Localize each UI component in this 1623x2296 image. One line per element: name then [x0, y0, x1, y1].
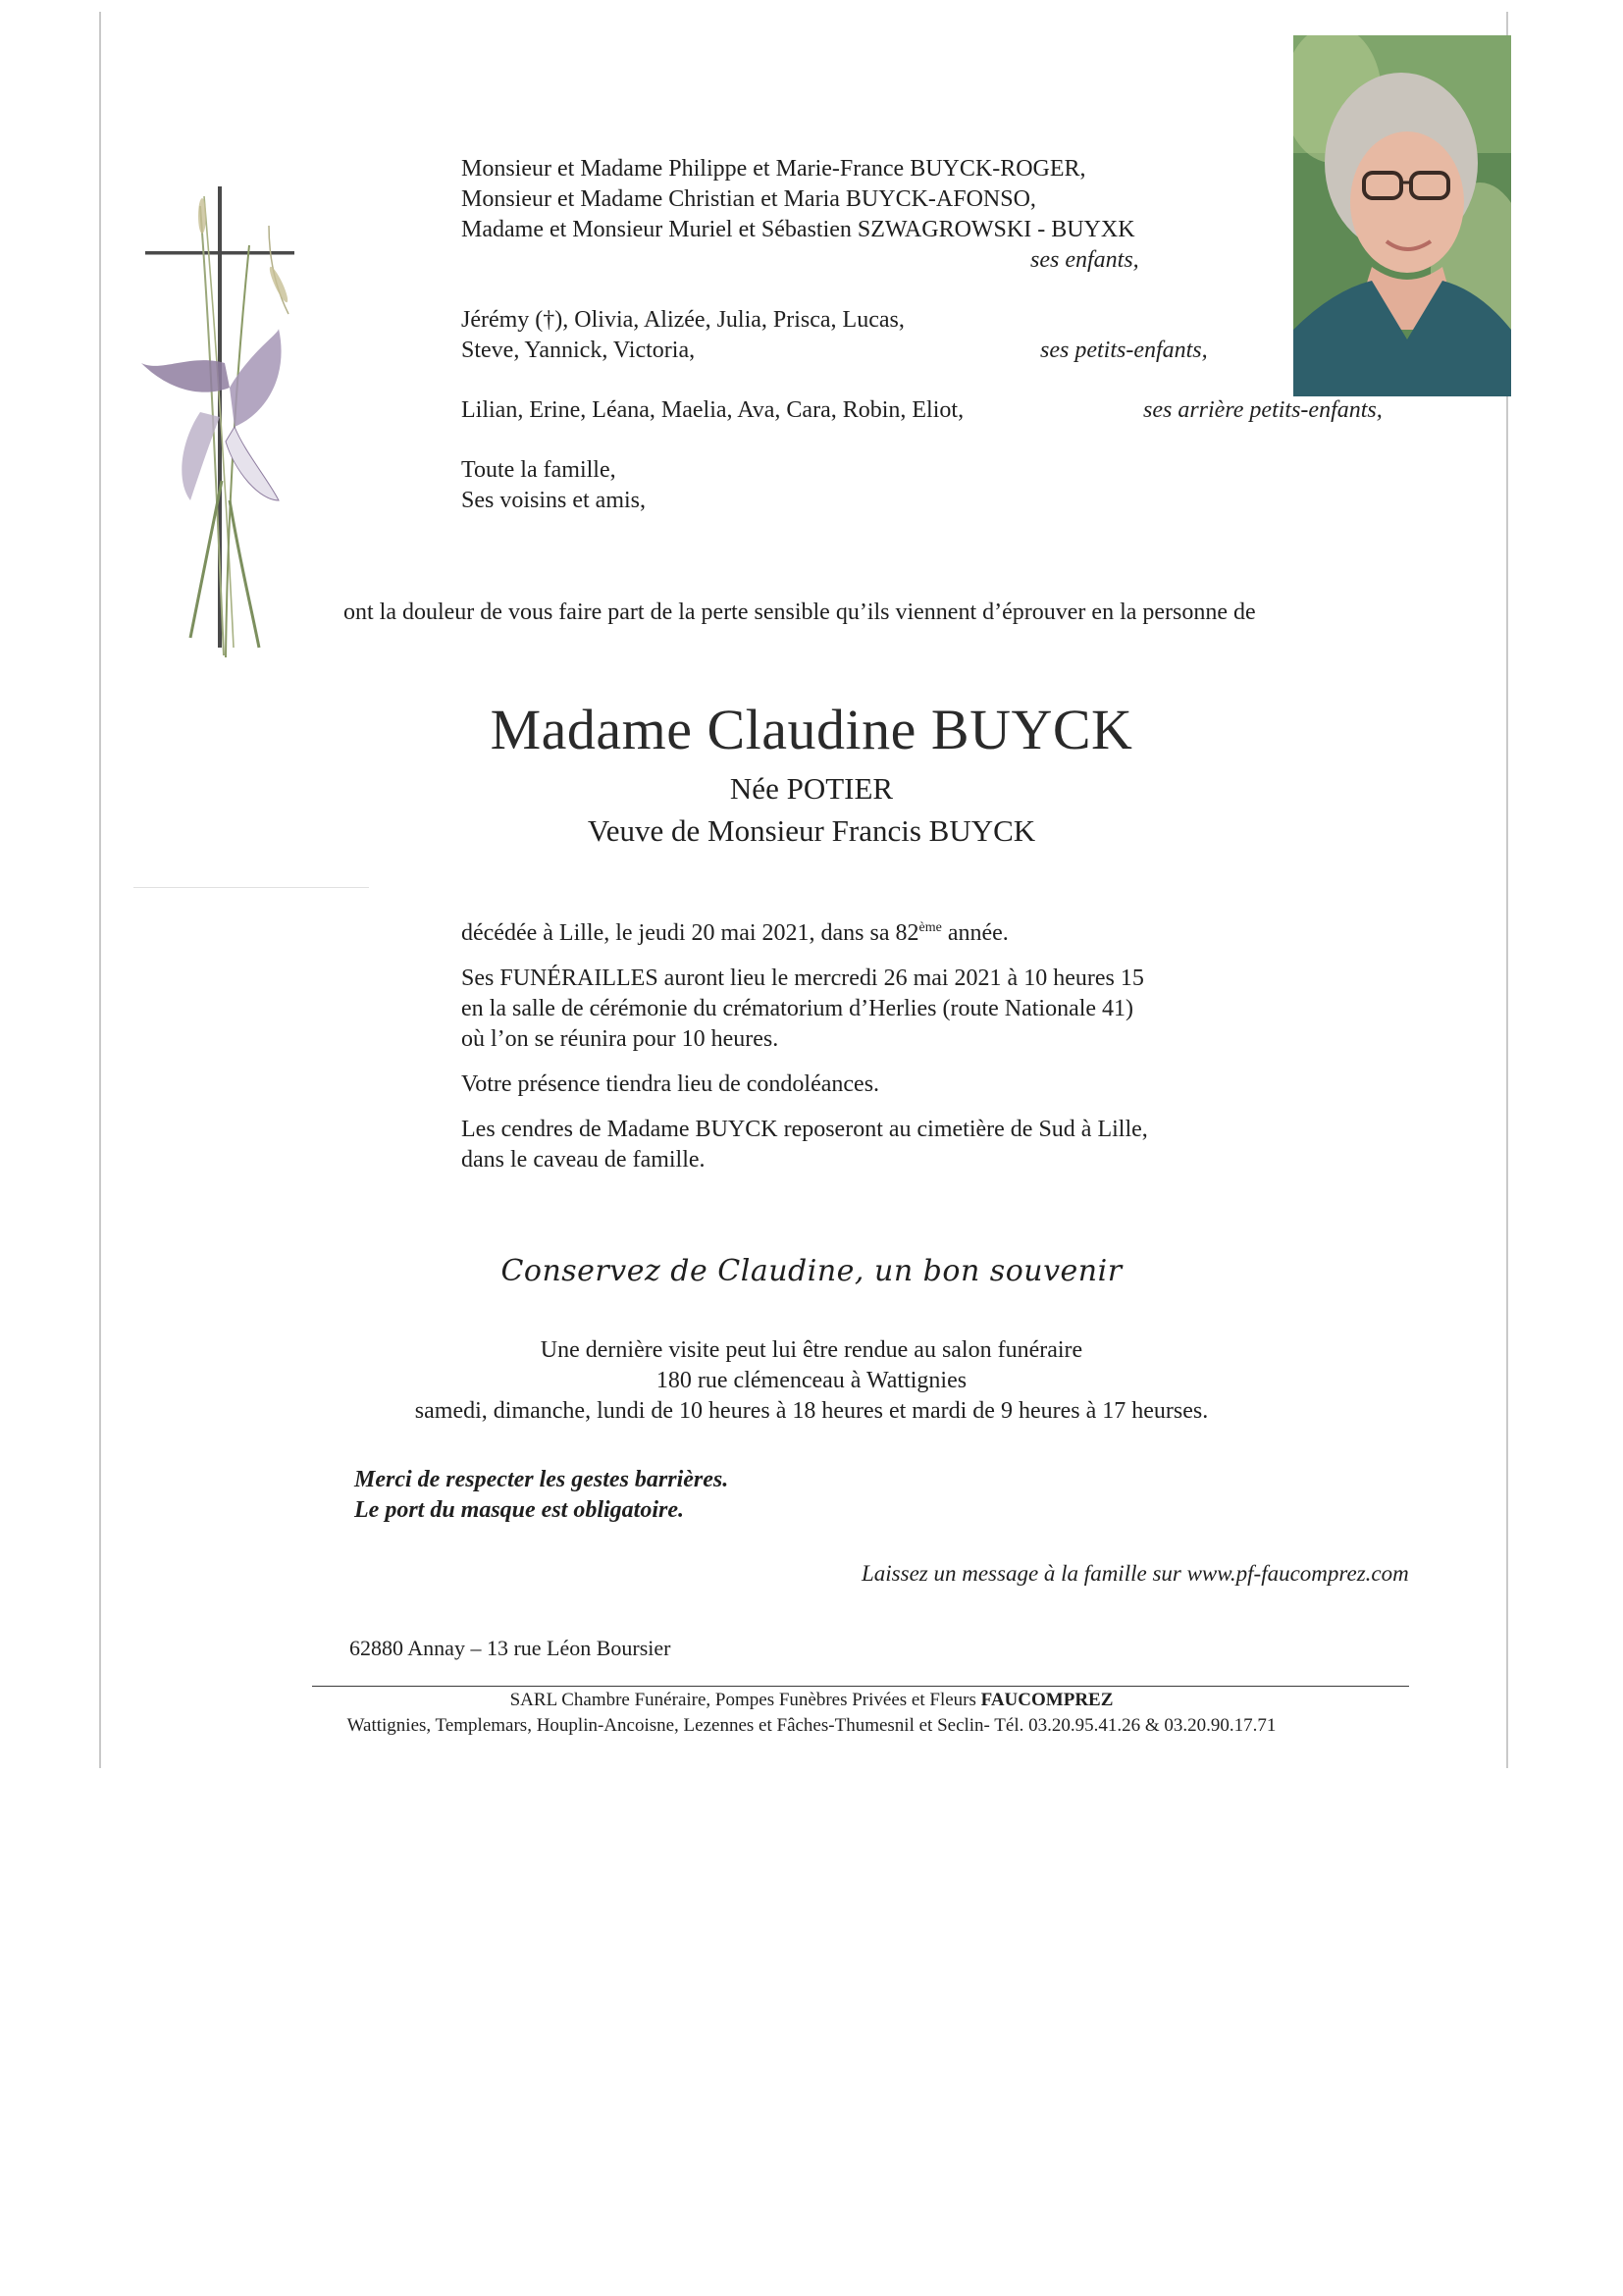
death-end: année. — [941, 920, 1009, 946]
barrier-notice — [354, 1465, 728, 1526]
company-brand: FAUCOMPREZ — [980, 1690, 1114, 1710]
widow-of: Veuve de Monsieur Francis BUYCK — [587, 813, 1036, 848]
footer-rule — [312, 1686, 1409, 1687]
ashes-info — [461, 1115, 1148, 1175]
memory-script-line: Conservez de Claudine, un bon souvenir — [500, 1254, 1123, 1288]
funeral-line: Ses FUNÉRAILLES auront lieu le mercredi 26 mai 2021 à 10 heures 15 — [461, 965, 1144, 991]
funeral-home-address: 62880 Annay – 13 rue Léon Boursier — [349, 1636, 671, 1660]
funeral-line: où l’on se réunira pour 10 heures. — [461, 1026, 779, 1052]
ashes-line: Les cendres de Madame BUYCK reposeront au cimetière de Sud à Lille, — [461, 1117, 1148, 1142]
ashes-line: dans le caveau de famille. — [461, 1147, 706, 1173]
death-sup: ème — [918, 920, 942, 935]
intro-sentence: ont la douleur de vous faire part de la perte sensible qu’ils viennent d’éprouver en la personne de — [343, 600, 1256, 625]
funeral-info — [461, 964, 1148, 1055]
company-footer — [0, 1688, 1623, 1739]
visit-line: Une dernière visite peut lui être rendue au salon funéraire — [540, 1337, 1083, 1363]
death-text: décédée à Lille, le jeudi 20 mai 2021, dans sa 82 — [461, 920, 919, 946]
visit-line: 180 rue clémenceau à Wattignies — [655, 1368, 968, 1393]
company-line-2: Wattignies, Templemars, Houplin-Ancoisne, Lezennes et Fâches-Thumesnil et Seclin- Tél. 03.20.95.41.26 & 03.20.90.17.71 — [346, 1715, 1277, 1736]
child-line: Monsieur et Madame Christian et Maria BUYCK-AFONSO, — [461, 186, 1036, 212]
great-grandchildren-label: ses arrière petits-enfants, — [1143, 397, 1383, 423]
great-grandchildren-line: Lilian, Erine, Léana, Maelia, Ava, Cara, Robin, Eliot, — [461, 397, 965, 423]
barrier-line: Le port du masque est obligatoire. — [354, 1497, 684, 1523]
details-section — [461, 918, 1148, 1190]
visit-line: samedi, dimanche, lundi de 10 heures à 18 heures et mardi de 9 heures à 17 heurses. — [414, 1398, 1209, 1424]
death-statement — [461, 918, 1148, 949]
visit-info — [0, 1335, 1623, 1427]
barrier-line: Merci de respecter les gestes barrières. — [354, 1467, 729, 1492]
grandchildren-label: ses petits-enfants, — [1040, 338, 1208, 363]
condolences: Votre présence tiendra lieu de condoléances. — [461, 1071, 880, 1097]
child-line: Monsieur et Madame Philippe et Marie-France BUYCK-ROGER, — [461, 156, 1086, 182]
faint-divider — [133, 887, 369, 888]
family-announcement — [461, 154, 1462, 516]
grandchildren-line: Jérémy (†), Olivia, Alizée, Julia, Prisca, Lucas, — [461, 307, 905, 333]
grandchildren-line: Steve, Yannick, Victoria, — [461, 338, 696, 363]
family-line: Toute la famille, — [461, 457, 616, 483]
page-left-edge — [99, 12, 101, 1768]
children-label: ses enfants, — [1030, 247, 1139, 273]
child-line: Madame et Monsieur Muriel et Sébastien SZWAGROWSKI - BUYXK — [461, 217, 1135, 242]
company-line-1 — [0, 1688, 1623, 1713]
message-link[interactable]: Laissez un message à la famille sur www.pf-faucomprez.com — [862, 1561, 1409, 1586]
cross-with-lily-icon — [131, 186, 308, 667]
funeral-line: en la salle de cérémonie du crématorium d’Herlies (route Nationale 41) — [461, 996, 1134, 1021]
deceased-name: Madame Claudine BUYCK — [490, 698, 1133, 761]
maiden-name: Née POTIER — [729, 771, 894, 806]
company-prefix: SARL Chambre Funéraire, Pompes Funèbres Privées et Fleurs — [509, 1690, 981, 1710]
friends-line: Ses voisins et amis, — [461, 488, 647, 513]
